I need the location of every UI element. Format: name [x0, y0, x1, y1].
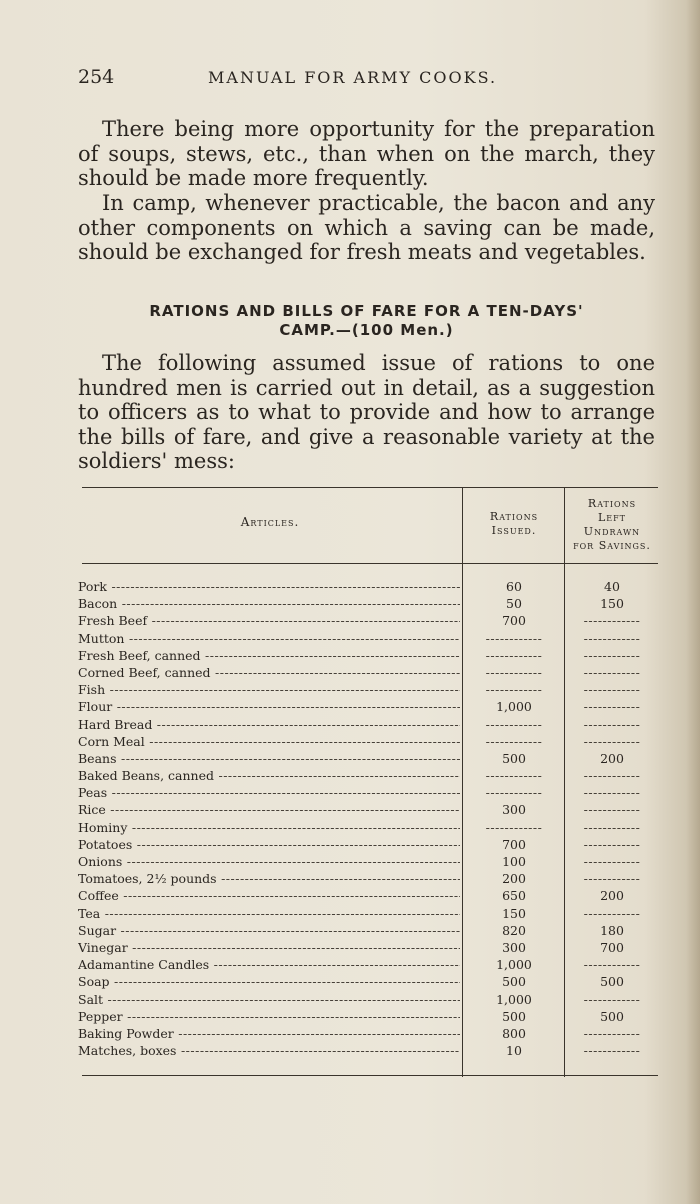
header-left-line2: Left — [597, 511, 627, 524]
rations-issued-value: 650 — [502, 888, 526, 904]
table-body — [78, 578, 658, 1059]
rations-issued-value: 300 — [502, 802, 526, 818]
rations-issued-value: 100 — [502, 854, 526, 869]
table-row — [78, 922, 658, 939]
table-row — [78, 1042, 658, 1059]
rations-issued-value: 150 — [502, 905, 526, 921]
empty-cell-dash: ------------ — [583, 682, 641, 698]
article-name: Coffee ----- — [78, 887, 460, 904]
article-name: Matches, boxes ----- — [78, 1042, 460, 1059]
header-rations-left — [566, 497, 658, 553]
article-name: Fish ----- — [78, 681, 460, 698]
empty-cell-dash: ------------ — [583, 854, 641, 869]
rations-issued-value: 500 — [502, 750, 526, 766]
table-top-rule — [82, 487, 658, 488]
table-row — [78, 905, 658, 922]
table-row — [78, 664, 658, 681]
empty-cell-dash: ------------ — [485, 733, 543, 749]
empty-cell-dash: ------------ — [485, 682, 543, 698]
rations-table — [78, 487, 658, 1079]
rations-left-value: 40 — [604, 579, 620, 594]
header-left-line3: Undrawn — [583, 525, 641, 538]
rations-issued-value: 500 — [502, 1008, 526, 1024]
rations-left-value: 180 — [600, 922, 624, 938]
article-name: Rice ----- — [78, 801, 460, 818]
empty-cell-dash: ------------ — [583, 905, 641, 921]
rations-left-value: 500 — [600, 1008, 624, 1024]
article-name: Adamantine Candles ----- — [78, 956, 460, 973]
article-name: Bacon ----- — [78, 595, 460, 612]
article-name: Potatoes ----- — [78, 836, 460, 853]
table-row — [78, 1008, 658, 1025]
rations-issued-value: 700 — [502, 836, 526, 852]
empty-cell-dash: ------------ — [583, 819, 641, 835]
empty-cell-dash: ------------ — [583, 785, 641, 801]
table-bottom-rule — [82, 1075, 658, 1076]
rations-left-value: 150 — [600, 596, 624, 612]
empty-cell-dash: ------------ — [485, 664, 543, 680]
empty-cell-dash: ------------ — [485, 819, 543, 835]
empty-cell-dash: ------------ — [485, 768, 543, 784]
table-row — [78, 630, 658, 647]
article-name: Peas ----- — [78, 784, 460, 801]
table-row — [78, 716, 658, 733]
rations-left-value: 500 — [600, 974, 624, 990]
rations-left-value: 200 — [600, 750, 624, 766]
table-row — [78, 612, 658, 629]
empty-cell-dash: ------------ — [485, 630, 543, 646]
article-name: Mutton ----- — [78, 630, 460, 647]
article-name: Baked Beans, canned ----- — [78, 767, 460, 784]
empty-cell-dash: ------------ — [583, 991, 641, 1007]
table-row — [78, 887, 658, 904]
table-row — [78, 767, 658, 784]
empty-cell-dash: ------------ — [583, 630, 641, 646]
article-name: Sugar ----- — [78, 922, 460, 939]
table-row — [78, 681, 658, 698]
article-name: Corned Beef, canned ----- — [78, 664, 460, 681]
rations-issued-value: 1,000 — [496, 699, 532, 715]
paragraph-soups: There being more opportunity for the preparation of soups, stews, etc., than when on the march, they should be made more frequently. — [78, 117, 655, 190]
rations-issued-value: 10 — [506, 1043, 522, 1059]
article-name: Vinegar ----- — [78, 939, 460, 956]
table-row — [78, 870, 658, 887]
section-heading-line2: CAMP.—(100 Men.) — [279, 321, 454, 339]
rations-left-value: 200 — [600, 888, 624, 904]
table-row — [78, 750, 658, 767]
rations-issued-value: 500 — [502, 974, 526, 990]
table-row — [78, 991, 658, 1008]
table-row — [78, 819, 658, 836]
running-head: MANUAL FOR ARMY COOKS. — [208, 68, 498, 87]
header-left-line1: Rations — [587, 497, 637, 510]
empty-cell-dash: ------------ — [485, 716, 543, 732]
header-rations-issued — [464, 510, 564, 538]
article-name: Tea ----- — [78, 905, 460, 922]
rations-issued-value: 1,000 — [496, 957, 532, 973]
rations-left-value: 700 — [600, 939, 624, 955]
empty-cell-dash: ------------ — [583, 647, 641, 663]
article-name: Beans ----- — [78, 750, 460, 767]
article-name: Corn Meal ----- — [78, 733, 460, 750]
page-number: 254 — [78, 66, 115, 88]
table-row — [78, 578, 658, 595]
table-row — [78, 801, 658, 818]
rations-issued-value: 300 — [502, 939, 526, 955]
table-row — [78, 1025, 658, 1042]
table-row — [78, 973, 658, 990]
empty-cell-dash: ------------ — [583, 613, 641, 629]
empty-cell-dash: ------------ — [583, 699, 641, 715]
empty-cell-dash: ------------ — [583, 1043, 641, 1059]
article-name: Soap ----- — [78, 973, 460, 990]
rations-issued-value: 200 — [502, 871, 526, 887]
section-heading — [78, 302, 655, 340]
paragraph-camp-exchange: In camp, whenever practicable, the bacon and any other components on which a saving can be made, should be exchanged for fresh meats and vegetables. — [78, 191, 655, 264]
empty-cell-dash: ------------ — [485, 647, 543, 663]
empty-cell-dash: ------------ — [485, 785, 543, 801]
empty-cell-dash: ------------ — [583, 733, 641, 749]
article-name: Onions ----- — [78, 853, 460, 870]
rations-issued-value: 60 — [506, 579, 522, 594]
rations-issued-value: 50 — [506, 596, 522, 612]
table-row — [78, 698, 658, 715]
article-name: Flour ----- — [78, 698, 460, 715]
rations-issued-value: 700 — [502, 613, 526, 629]
header-left-line4: for Savings. — [573, 539, 651, 552]
table-row — [78, 956, 658, 973]
empty-cell-dash: ------------ — [583, 1025, 641, 1041]
header-issued-line2: Issued. — [491, 524, 537, 537]
article-name: Salt ----- — [78, 991, 460, 1008]
rations-issued-value: 820 — [502, 922, 526, 938]
table-row — [78, 733, 658, 750]
article-name: Pepper ----- — [78, 1008, 460, 1025]
empty-cell-dash: ------------ — [583, 768, 641, 784]
table-row — [78, 939, 658, 956]
empty-cell-dash: ------------ — [583, 802, 641, 818]
header-articles: Articles. — [240, 515, 300, 529]
empty-cell-dash: ------------ — [583, 836, 641, 852]
rations-issued-value: 1,000 — [496, 991, 532, 1007]
table-row — [78, 595, 658, 612]
rations-issued-value: 800 — [502, 1025, 526, 1041]
table-row — [78, 836, 658, 853]
article-name: Baking Powder ----- — [78, 1025, 460, 1042]
article-name: Fresh Beef, canned ----- — [78, 647, 460, 664]
page-edge-shadow — [686, 0, 700, 1204]
section-heading-line1: RATIONS AND BILLS OF FARE FOR A TEN-DAYS' — [149, 302, 584, 320]
page-header — [78, 66, 658, 90]
empty-cell-dash: ------------ — [583, 871, 641, 887]
header-issued-line1: Rations — [489, 510, 539, 523]
paragraph-assumed-issue: The following assumed issue of rations to one hundred men is carried out in detail, as a suggestion to officers as to what to provide and how to arrange the bills of fare, and give a reasonable variety at the soldiers' mess: — [78, 351, 655, 473]
article-name: Hominy ----- — [78, 819, 460, 836]
article-name: Tomatoes, 2½ pounds ----- — [78, 870, 460, 887]
table-row — [78, 784, 658, 801]
article-name: Hard Bread ----- — [78, 716, 460, 733]
table-header-rule — [82, 563, 658, 564]
article-name: Fresh Beef ----- — [78, 612, 460, 629]
article-name: Pork ----- — [78, 578, 460, 595]
empty-cell-dash: ------------ — [583, 664, 641, 680]
empty-cell-dash: ------------ — [583, 716, 641, 732]
empty-cell-dash: ------------ — [583, 957, 641, 973]
table-row — [78, 853, 658, 870]
table-row — [78, 647, 658, 664]
